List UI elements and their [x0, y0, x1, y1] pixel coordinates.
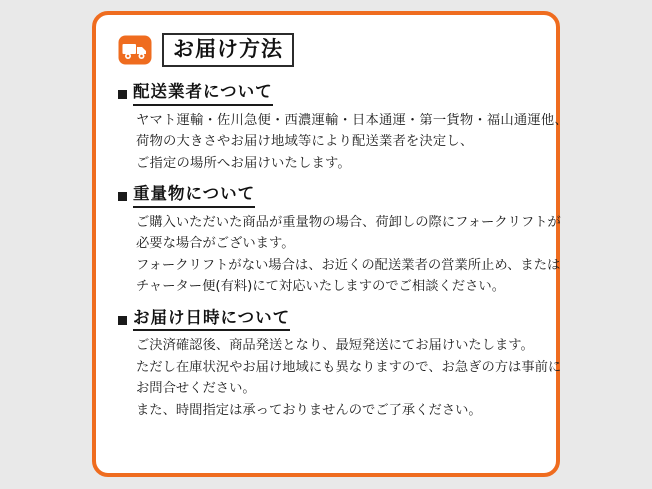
body-line: ご決済確認後、商品発送となり、最短発送にてお届けいたします。: [136, 338, 534, 354]
body-line: ご指定の場所へお届けいたします。: [136, 155, 351, 171]
section-delivery-datetime: [118, 307, 562, 422]
card-header: [118, 33, 538, 67]
body-line: ご購入いただいた商品が重量物の場合、荷卸しの際にフォークリフトが: [136, 214, 561, 230]
page-title: お届け方法: [162, 33, 294, 67]
body-line: チャーター便(有料)にて対応いたしますのでご相談ください。: [136, 279, 505, 295]
section-body: [118, 212, 561, 298]
delivery-info-card: [92, 11, 568, 477]
body-line: ただし在庫状況やお届け地域にも異なりますので、お急ぎの方は事前に: [136, 359, 562, 375]
body-line: 荷物の大きさやお届け地域等により配送業者を決定し、: [136, 134, 474, 150]
filled-square-bullet-icon: [118, 192, 127, 201]
section-body: [118, 110, 568, 175]
filled-square-bullet-icon: [118, 90, 127, 99]
section-shipping-carriers: [118, 81, 568, 174]
body-line: ヤマト運輸・佐川急便・西濃運輸・日本通運・第一貨物・福山通運他、: [136, 112, 568, 128]
section-heading: 重量物について: [133, 183, 255, 207]
section-heading: お届け日時について: [133, 307, 290, 331]
section-body: [118, 335, 562, 421]
section-heading: 配送業者について: [133, 81, 273, 105]
section-heading-row: [118, 81, 538, 105]
filled-square-bullet-icon: [118, 316, 127, 325]
section-heading-row: [118, 183, 538, 207]
delivery-truck-icon: [118, 35, 152, 65]
body-line: 必要な場合がございます。: [136, 236, 295, 252]
body-line: お問合せください。: [136, 381, 256, 397]
body-line: また、時間指定は承っておりませんのでご了承ください。: [136, 402, 482, 418]
body-line: フォークリフトがない場合は、お近くの配送業者の営業所止め、または: [136, 257, 561, 273]
section-heading-row: [118, 307, 538, 331]
section-heavy-items: [118, 183, 561, 298]
card-inner: [118, 33, 568, 463]
